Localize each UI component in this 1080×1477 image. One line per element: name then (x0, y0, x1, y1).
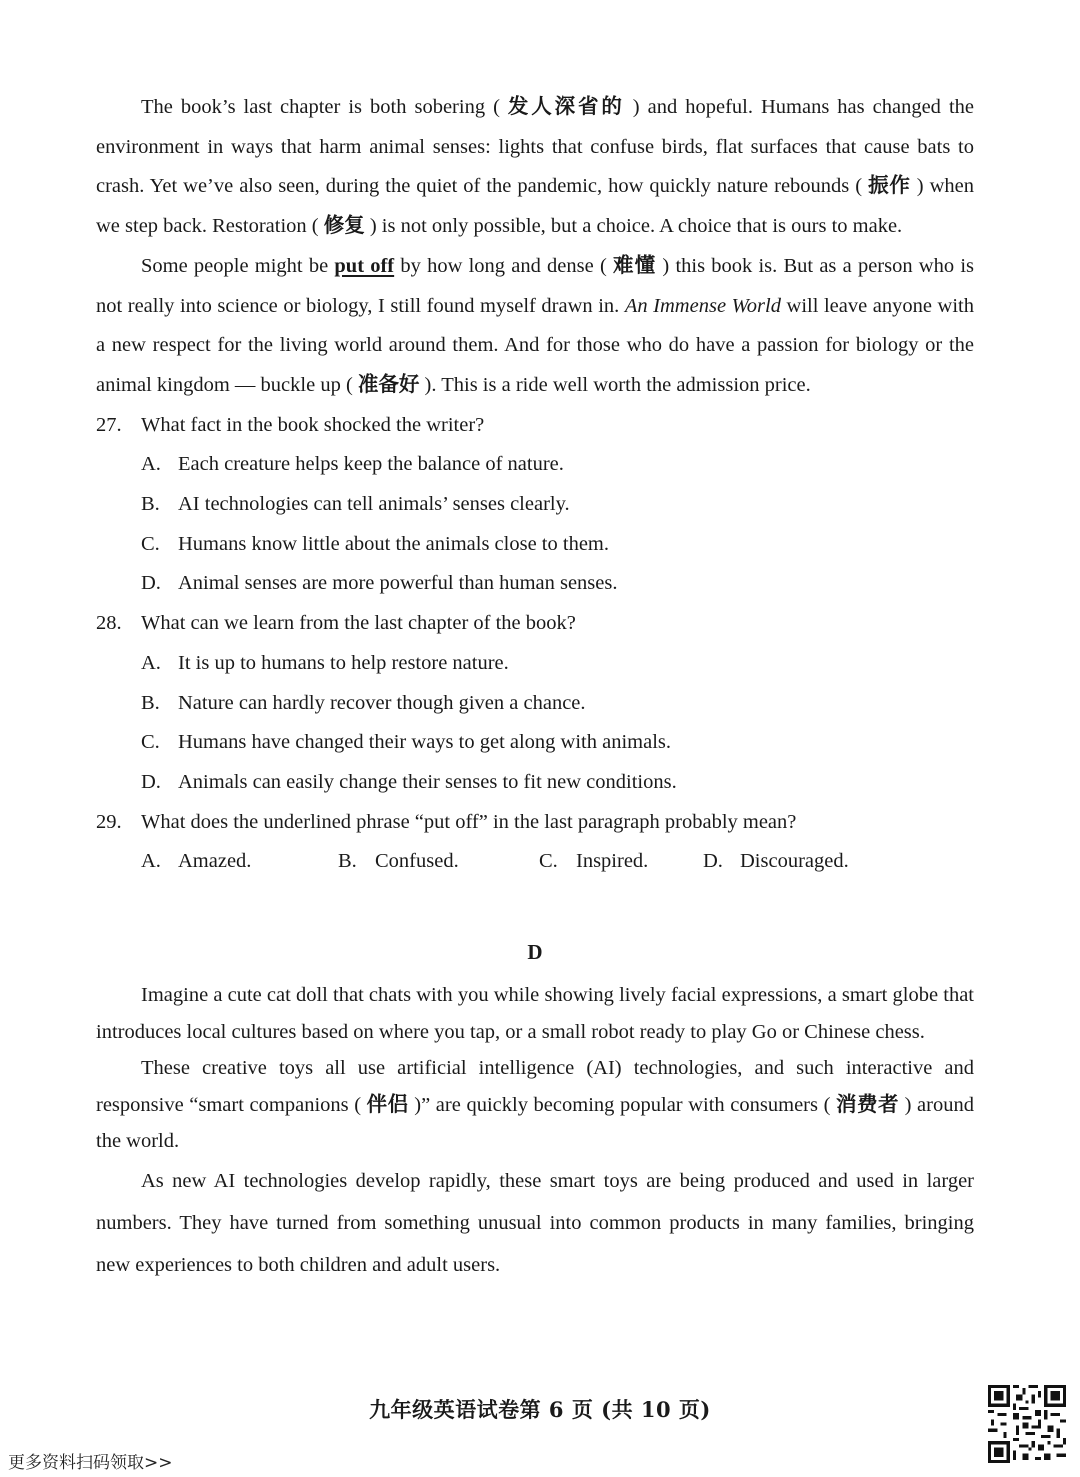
section-d-paragraph-2: These creative toys all use artificial intelligence (AI) technologies, and such interactive and responsive “smart companions ( 伴侣 )” are quickly becoming popular with consumers ( 消费者 ) around the world. (96, 1057, 974, 1153)
question-29-option-d: D. Discouraged. (703, 850, 849, 873)
page-footer: 九年级英语试卷第 6 页 (共 10 页) (369, 1397, 711, 1422)
question-28-option-c: C. Humans have changed their ways to get along with animals. (141, 731, 672, 754)
question-29-option-b: B. Confused. (338, 850, 459, 873)
question-29: 29. What does the underlined phrase “put off” in the last paragraph probably mean? (96, 810, 797, 833)
question-28: 28. What can we learn from the last chapter of the book? (96, 612, 576, 635)
question-27-option-b: B. AI technologies can tell animals’ senses clearly. (141, 493, 570, 516)
underlined-phrase: put off (334, 254, 395, 277)
question-27-option-c: C. Humans know little about the animals close to them. (141, 532, 609, 555)
question-29-options (96, 842, 974, 882)
section-d-paragraph-1: Imagine a cute cat doll that chats with you while showing lively facial expressions, a smart globe that introduces local cultures based on where you tap, or a small robot ready to play Go or Chinese chess. (96, 984, 974, 1043)
question-27: 27. What fact in the book shocked the writer? (96, 413, 485, 436)
promo-text: 更多资料扫码领取>> (8, 1453, 173, 1473)
passage-c-paragraph-1: The book’s last chapter is both sobering ( 发人深省的 ) and hopeful. Humans has changed the environment in ways that harm animal senses: lights that confuse birds, flat surfaces that cause bats to crash. Yet we’ve also seen, during the quiet of the pandemic, how quickly nature rebounds ( 振作 ) when we step back. Restoration ( 修复 ) is not only possible, but a choice. A choice that is ours to make. (96, 96, 974, 238)
question-28-option-a: A. It is up to humans to help restore nature. (141, 651, 509, 674)
section-d-paragraph-3: As new AI technologies develop rapidly, these smart toys are being produced and used in larger numbers. They have turned from something unusual into common products in many families, bringing new experiences to both children and adult users. (96, 1169, 974, 1276)
question-29-option-c: C. Inspired. (539, 850, 649, 873)
book-title: An Immense World (624, 294, 781, 317)
question-29-option-a: A. Amazed. (141, 850, 252, 873)
question-28-option-d: D. Animals can easily change their senses to fit new conditions. (141, 770, 677, 793)
question-27-option-d: D. Animal senses are more powerful than human senses. (141, 572, 618, 595)
exam-page-content (96, 88, 974, 1286)
section-d-heading: D (527, 940, 543, 965)
qr-code-icon[interactable] (988, 1385, 1066, 1463)
question-27-option-a: A. Each creature helps keep the balance of nature. (141, 453, 564, 476)
question-28-option-b: B. Nature can hardly recover though given a chance. (141, 691, 586, 714)
passage-c-paragraph-2: Some people might be put off by how long and dense ( 难懂 ) this book is. But as a person who is not really into science or biology, I still found myself drawn in. An Immense World will leave anyone with a new respect for the living world around them. And for those who do have a passion for biology or the animal kingdom — buckle up ( 准备好 ). This is a ride well worth the admission price. (96, 254, 974, 396)
